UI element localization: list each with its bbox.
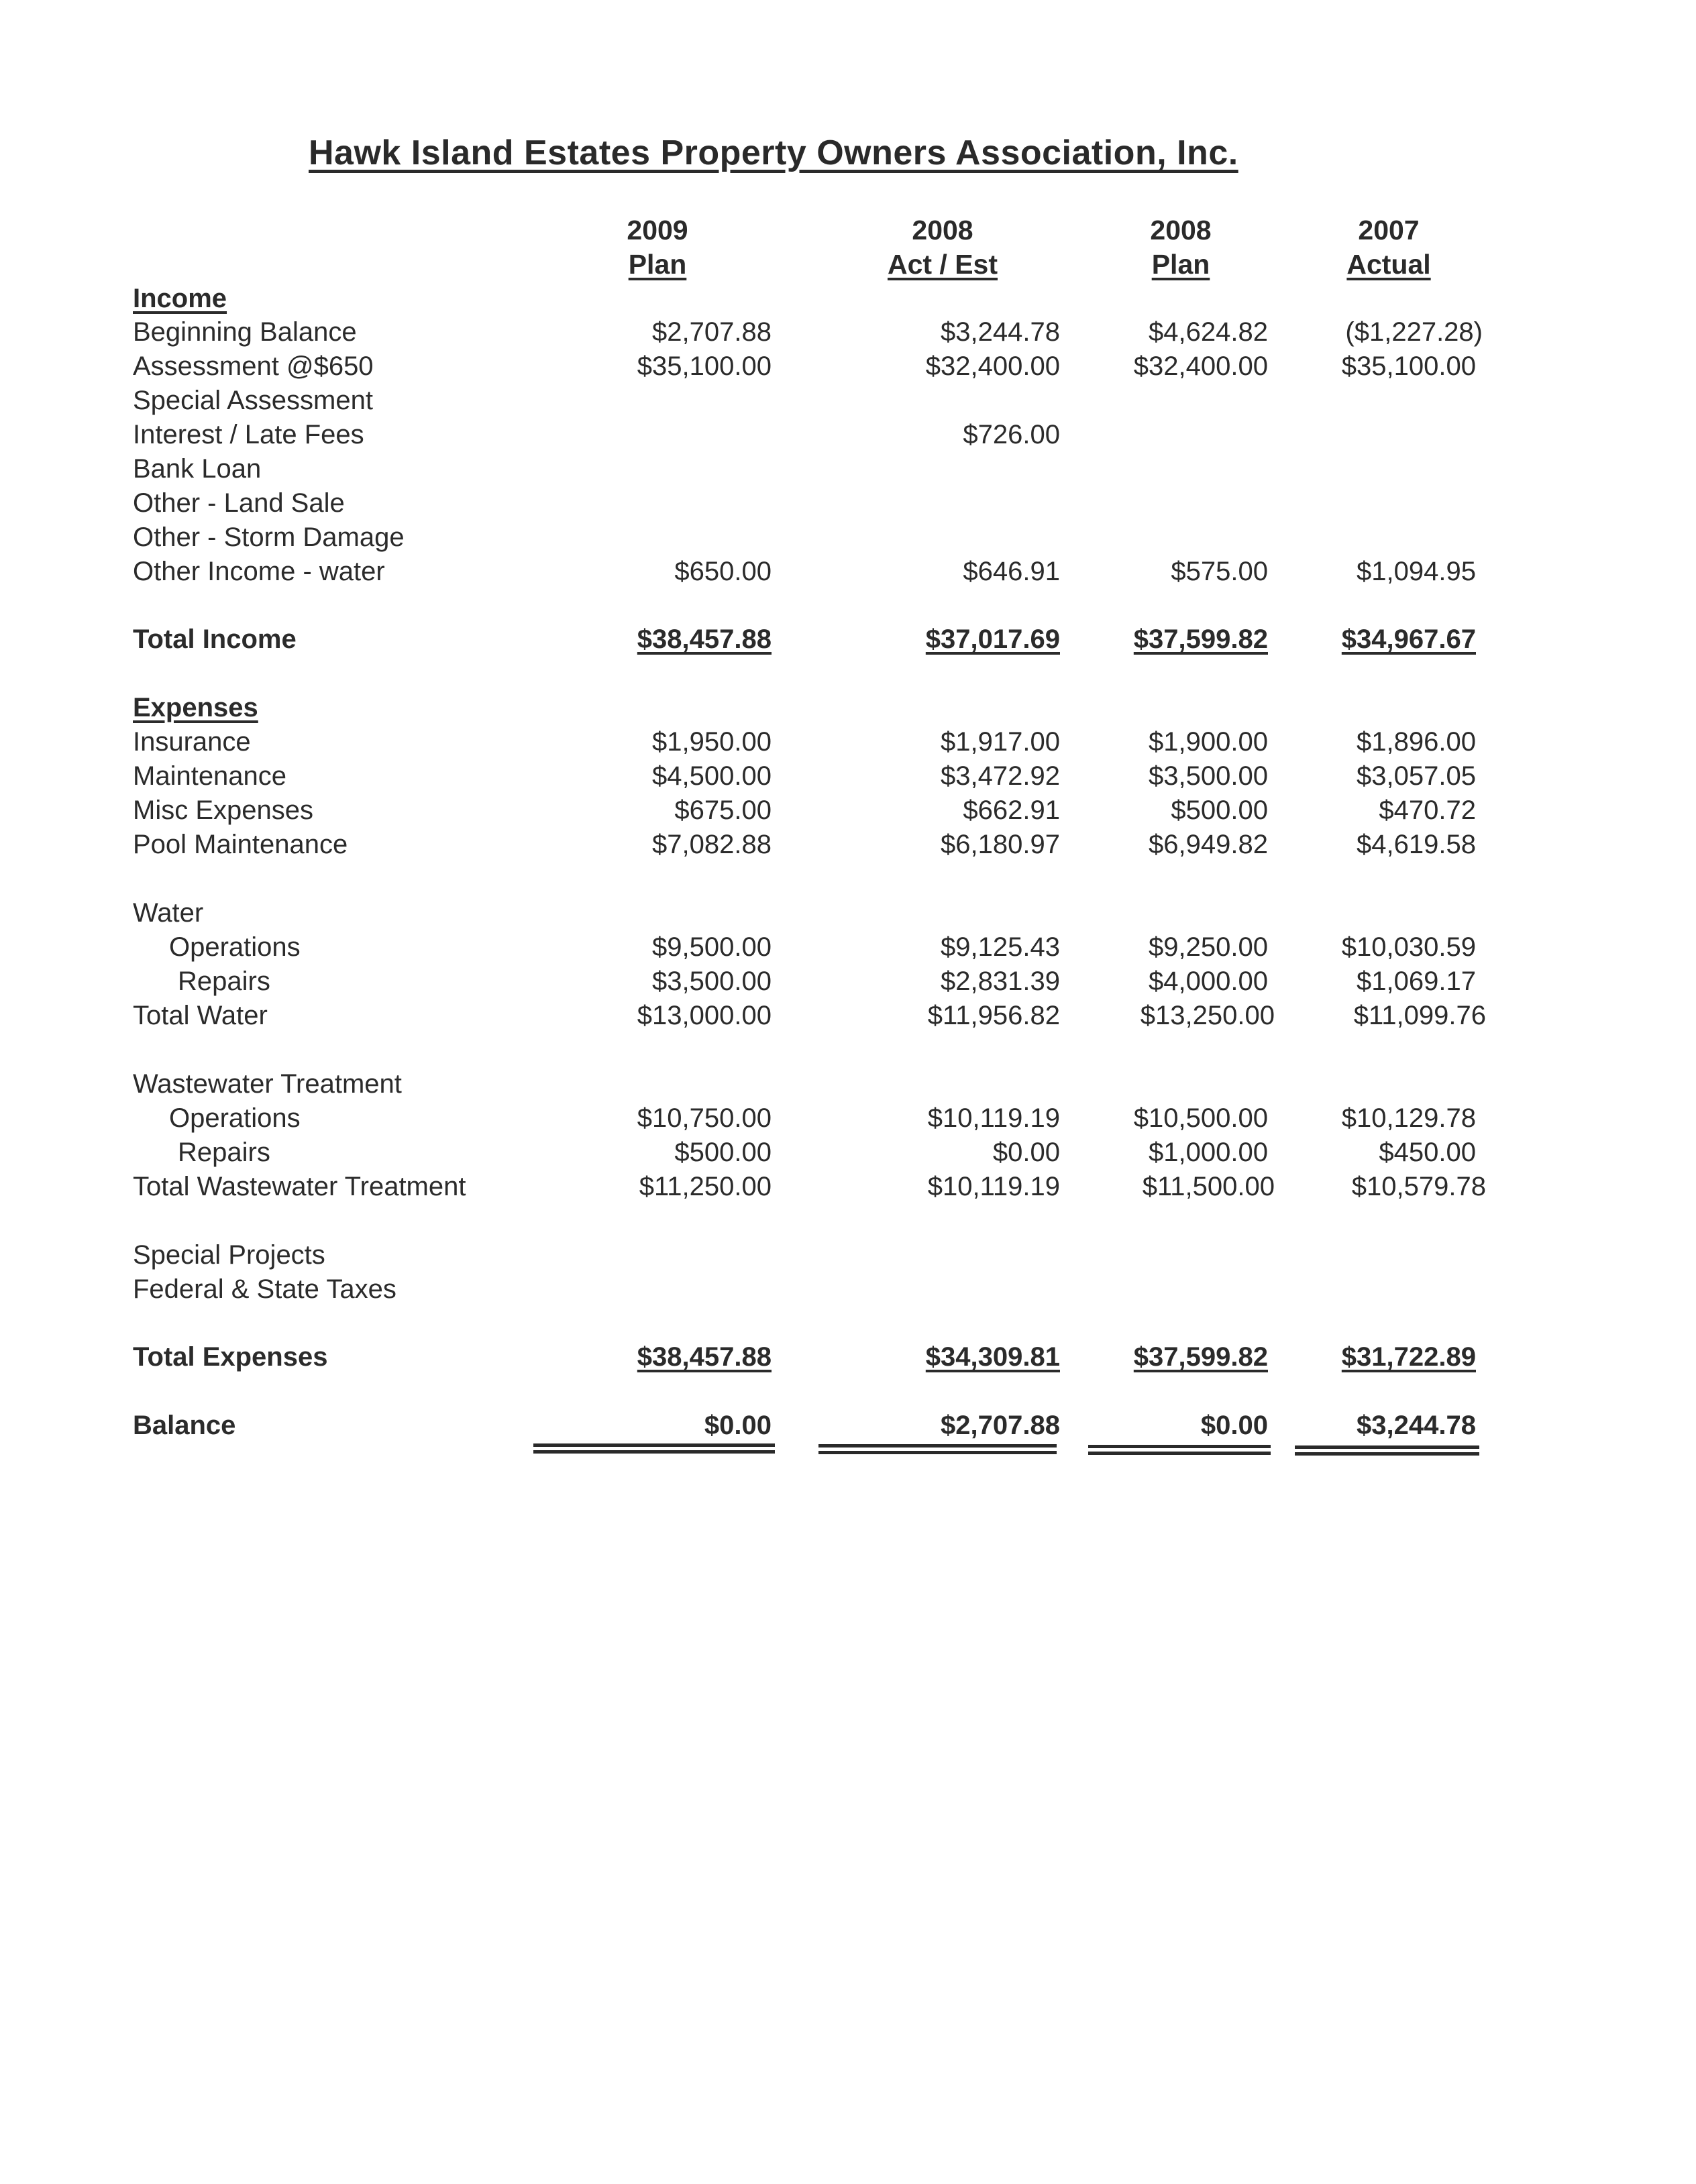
group-heading: Water xyxy=(133,898,204,928)
cell-value: $2,707.88 xyxy=(652,317,772,347)
cell-value: $3,244.78 xyxy=(941,317,1060,347)
table-row xyxy=(0,999,1696,1033)
cell-value: $4,624.82 xyxy=(1149,317,1268,347)
cell-value: $4,619.58 xyxy=(1357,830,1476,859)
row-label: Repairs xyxy=(178,967,270,996)
column-header-2008-act-est xyxy=(842,213,1043,282)
row-label: Maintenance xyxy=(133,761,287,791)
column-label: Plan xyxy=(1151,249,1210,280)
group-heading: Wastewater Treatment xyxy=(133,1069,402,1099)
cell-value: $11,956.82 xyxy=(927,1001,1060,1030)
row-label: Beginning Balance xyxy=(133,317,357,347)
cell-value: $0.00 xyxy=(704,1411,772,1440)
table-row xyxy=(0,418,1696,452)
cell-value: $1,917.00 xyxy=(941,727,1060,757)
table-row xyxy=(0,521,1696,555)
table-row xyxy=(0,349,1696,384)
cell-value: $34,309.81 xyxy=(925,1342,1060,1372)
double-underline xyxy=(533,1443,775,1454)
cell-value: $6,949.82 xyxy=(1149,830,1268,859)
table-row xyxy=(0,1101,1696,1136)
table-row xyxy=(0,452,1696,486)
cell-value: $35,100.00 xyxy=(637,351,772,381)
cell-value: $10,030.59 xyxy=(1341,932,1476,962)
cell-value: $32,400.00 xyxy=(1133,351,1268,381)
row-label: Operations xyxy=(169,1103,301,1133)
cell-value: $470.72 xyxy=(1379,796,1476,825)
table-row xyxy=(0,759,1696,794)
cell-value: $10,119.19 xyxy=(927,1172,1060,1201)
row-label: Repairs xyxy=(178,1138,270,1167)
cell-value: $13,250.00 xyxy=(1140,1001,1275,1030)
cell-value: $0.00 xyxy=(1200,1411,1268,1440)
row-label: Pool Maintenance xyxy=(133,830,348,859)
table-row xyxy=(0,384,1696,418)
wastewater-heading-row xyxy=(0,1067,1696,1101)
cell-value: $3,500.00 xyxy=(1149,761,1268,791)
table-row xyxy=(0,725,1696,759)
cell-value: $1,896.00 xyxy=(1357,727,1476,757)
balance-row xyxy=(0,1409,1696,1443)
row-label: Federal & State Taxes xyxy=(133,1274,396,1304)
cell-value: $9,125.43 xyxy=(941,932,1060,962)
cell-value: $1,900.00 xyxy=(1149,727,1268,757)
total-income-row xyxy=(0,622,1696,657)
cell-value: $13,000.00 xyxy=(637,1001,772,1030)
cell-value: $11,500.00 xyxy=(1142,1172,1275,1201)
cell-value: $35,100.00 xyxy=(1341,351,1476,381)
row-label: Other - Storm Damage xyxy=(133,523,405,552)
cell-value: $31,722.89 xyxy=(1341,1342,1476,1372)
row-label: Other Income - water xyxy=(133,557,385,586)
document-title: Hawk Island Estates Property Owners Association, Inc. xyxy=(309,133,1238,172)
table-row xyxy=(0,794,1696,828)
cell-value: $10,119.19 xyxy=(927,1103,1060,1133)
cell-value: $38,457.88 xyxy=(637,624,772,654)
cell-value: $3,057.05 xyxy=(1357,761,1476,791)
column-year: 2008 xyxy=(912,215,973,245)
cell-value: $32,400.00 xyxy=(925,351,1060,381)
table-row xyxy=(0,555,1696,589)
cell-value: $11,250.00 xyxy=(639,1172,772,1201)
double-underline xyxy=(818,1444,1057,1454)
cell-value: $10,750.00 xyxy=(637,1103,772,1133)
cell-value: $11,099.76 xyxy=(1353,1001,1486,1030)
cell-value: $34,967.67 xyxy=(1341,624,1476,654)
cell-value: $37,599.82 xyxy=(1133,624,1268,654)
table-row xyxy=(0,315,1696,349)
cell-value: $37,599.82 xyxy=(1133,1342,1268,1372)
row-label: Bank Loan xyxy=(133,454,262,484)
row-label: Insurance xyxy=(133,727,251,757)
row-label: Balance xyxy=(133,1411,236,1440)
cell-value: $10,500.00 xyxy=(1133,1103,1268,1133)
cell-value: $1,000.00 xyxy=(1149,1138,1268,1167)
row-label: Misc Expenses xyxy=(133,796,313,825)
double-underline xyxy=(1088,1445,1271,1455)
cell-value: $3,472.92 xyxy=(941,761,1060,791)
cell-value: $37,017.69 xyxy=(925,624,1060,654)
cell-value: $2,707.88 xyxy=(941,1411,1060,1440)
cell-value: $650.00 xyxy=(674,557,772,586)
cell-value: $662.91 xyxy=(963,796,1060,825)
cell-value: $500.00 xyxy=(674,1138,772,1167)
cell-value: $6,180.97 xyxy=(941,830,1060,859)
column-header-2008-plan xyxy=(1080,213,1281,282)
table-row xyxy=(0,965,1696,999)
column-year: 2009 xyxy=(627,215,688,245)
row-label: Total Water xyxy=(133,1001,268,1030)
column-label: Act / Est xyxy=(887,249,998,280)
cell-value: $4,000.00 xyxy=(1149,967,1268,996)
table-row xyxy=(0,1136,1696,1170)
cell-value: $0.00 xyxy=(992,1138,1060,1167)
table-row xyxy=(0,828,1696,862)
row-label: Operations xyxy=(169,932,301,962)
row-label: Assessment @$650 xyxy=(133,351,374,381)
cell-value: $38,457.88 xyxy=(637,1342,772,1372)
cell-value: $9,500.00 xyxy=(652,932,772,962)
expenses-heading-row xyxy=(0,691,1696,725)
row-label: Total Expenses xyxy=(133,1342,328,1372)
cell-value: $2,831.39 xyxy=(941,967,1060,996)
cell-value: ($1,227.28) xyxy=(1345,317,1483,347)
cell-value: $10,579.78 xyxy=(1351,1172,1486,1201)
cell-value: $575.00 xyxy=(1171,557,1268,586)
cell-value: $675.00 xyxy=(674,796,772,825)
cell-value: $1,069.17 xyxy=(1357,967,1476,996)
column-header-2009-plan xyxy=(557,213,758,282)
row-label: Total Wastewater Treatment xyxy=(133,1172,466,1201)
cell-value: $10,129.78 xyxy=(1341,1103,1476,1133)
cell-value: $4,500.00 xyxy=(652,761,772,791)
cell-value: $450.00 xyxy=(1379,1138,1476,1167)
cell-value: $1,950.00 xyxy=(652,727,772,757)
income-heading-row xyxy=(0,282,1696,316)
cell-value: $3,244.78 xyxy=(1357,1411,1476,1440)
table-row xyxy=(0,930,1696,965)
cell-value: $9,250.00 xyxy=(1149,932,1268,962)
column-label: Plan xyxy=(628,249,687,280)
table-row xyxy=(0,1170,1696,1204)
row-label: Interest / Late Fees xyxy=(133,420,364,449)
cell-value: $726.00 xyxy=(963,420,1060,449)
section-heading: Income xyxy=(133,284,227,313)
column-header-2007-actual xyxy=(1288,213,1489,282)
row-label: Total Income xyxy=(133,624,297,654)
table-row xyxy=(0,486,1696,521)
row-label: Special Projects xyxy=(133,1240,325,1270)
cell-value: $7,082.88 xyxy=(652,830,772,859)
section-heading: Expenses xyxy=(133,693,258,722)
cell-value: $1,094.95 xyxy=(1357,557,1476,586)
column-year: 2008 xyxy=(1150,215,1212,245)
cell-value: $646.91 xyxy=(963,557,1060,586)
row-label: Special Assessment xyxy=(133,386,373,415)
column-year: 2007 xyxy=(1358,215,1420,245)
table-row xyxy=(0,1272,1696,1307)
total-expenses-row xyxy=(0,1340,1696,1374)
row-label: Other - Land Sale xyxy=(133,488,345,518)
water-heading-row xyxy=(0,896,1696,930)
double-underline xyxy=(1295,1445,1479,1456)
column-label: Actual xyxy=(1346,249,1431,280)
cell-value: $3,500.00 xyxy=(652,967,772,996)
cell-value: $500.00 xyxy=(1171,796,1268,825)
table-row xyxy=(0,1238,1696,1272)
